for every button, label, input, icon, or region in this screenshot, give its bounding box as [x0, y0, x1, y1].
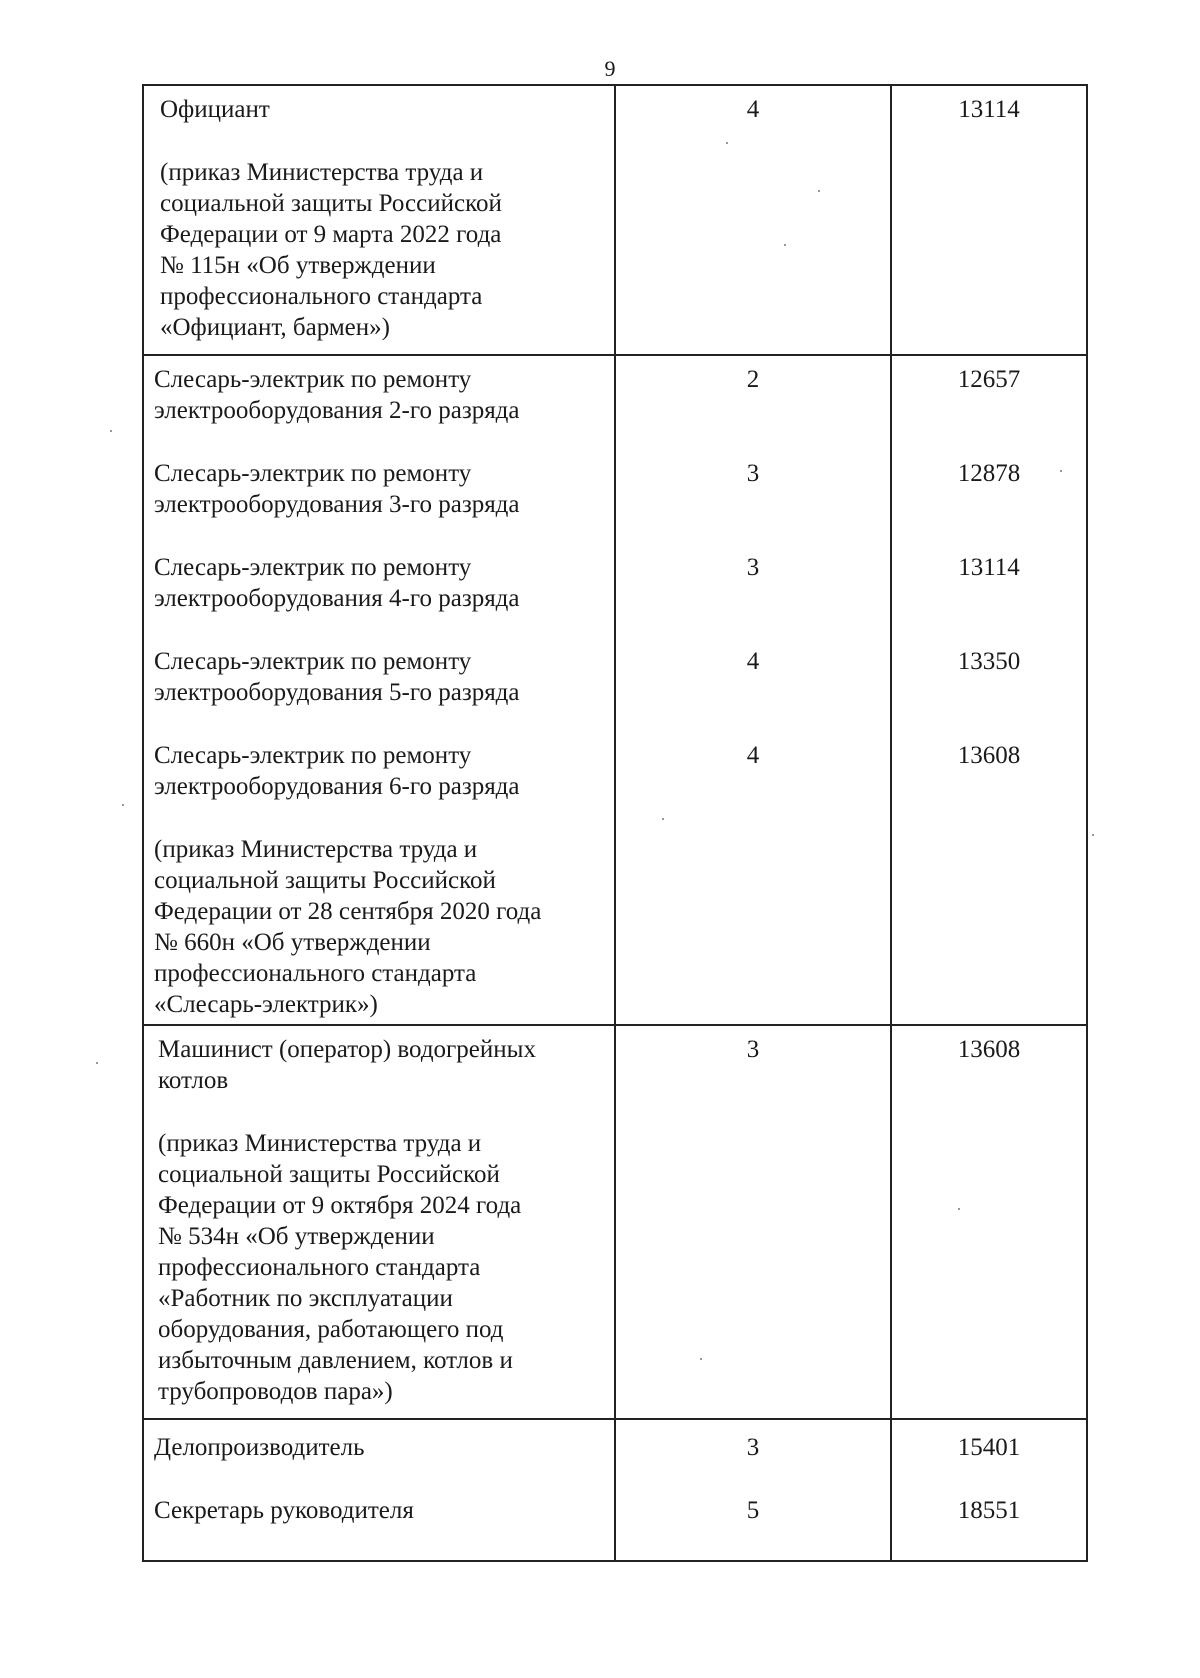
position-name: Машинист (оператор) водогрейных котлов — [158, 1036, 536, 1094]
salary-value: 18551 — [957, 1497, 1021, 1524]
table-group-office — [144, 1420, 1086, 1560]
salary-column — [892, 86, 1086, 354]
qualification-level: 2 — [746, 366, 760, 393]
table-group-waiter — [144, 86, 1086, 356]
scan-speck — [784, 244, 786, 246]
scan-speck — [96, 1062, 98, 1064]
scan-speck — [122, 804, 124, 806]
position-name: Слесарь-электрик по ремонту электрооборудования 5-го разряда — [154, 648, 520, 706]
position-name: Слесарь-электрик по ремонту электрооборудования 3-го разряда — [154, 460, 520, 518]
salary-table — [142, 84, 1088, 1562]
scan-speck — [1092, 834, 1094, 836]
salary-value: 12878 — [957, 460, 1021, 487]
qualification-level: 4 — [746, 742, 760, 769]
salary-value: 13114 — [958, 554, 1020, 581]
level-column — [616, 1026, 892, 1418]
salary-value: 13608 — [957, 1036, 1021, 1063]
salary-value: 13114 — [958, 96, 1020, 123]
salary-value: 13608 — [957, 742, 1021, 769]
scan-speck — [958, 1208, 960, 1210]
salary-column — [892, 356, 1086, 1024]
position-name: Секретарь руководителя — [154, 1497, 414, 1524]
salary-column — [892, 1026, 1086, 1418]
position-name: Слесарь-электрик по ремонту электрооборудования 6-го разряда — [154, 742, 520, 800]
order-reference: (приказ Министерства труда и социальной защиты Российской Федерации от 28 сентября 2020 года № 660н «Об утверждении профессионального стандарта «Слесарь-электрик») — [154, 836, 542, 1018]
position-name: Слесарь-электрик по ремонту электрооборудования 4-го разряда — [154, 554, 520, 612]
level-column — [616, 1420, 892, 1560]
qualification-level: 4 — [746, 96, 760, 123]
name-column — [144, 1420, 616, 1560]
qualification-level: 5 — [746, 1497, 760, 1524]
scan-speck — [662, 818, 664, 820]
qualification-level: 3 — [746, 554, 760, 581]
scan-speck — [110, 430, 112, 432]
salary-value: 13350 — [957, 648, 1021, 675]
scan-speck — [700, 1358, 702, 1360]
qualification-level: 3 — [746, 1434, 760, 1461]
salary-value: 12657 — [957, 366, 1021, 393]
position-name: Делопроизводитель — [154, 1434, 365, 1461]
qualification-level: 3 — [746, 460, 760, 487]
level-column — [616, 86, 892, 354]
page-number: 9 — [604, 56, 616, 81]
name-column — [144, 356, 616, 1024]
scan-speck — [726, 142, 728, 144]
position-name: Официант — [160, 96, 270, 123]
salary-column — [892, 1420, 1086, 1560]
table-group-electrician — [144, 356, 1086, 1026]
order-reference: (приказ Министерства труда и социальной защиты Российской Федерации от 9 октября 2024 года № 534н «Об утверждении профессионального стандарта «Работник по эксплуатации оборудования, работающего под избыточным давлением, котлов и трубопроводов пара») — [158, 1130, 522, 1405]
name-column — [144, 86, 616, 354]
scan-speck — [818, 190, 820, 192]
salary-value: 15401 — [957, 1434, 1021, 1461]
order-reference: (приказ Министерства труда и социальной защиты Российской Федерации от 9 марта 2022 года № 115н «Об утверждении профессионального стандарта «Официант, бармен») — [160, 159, 502, 341]
scan-speck — [1060, 470, 1062, 472]
name-column — [144, 1026, 616, 1418]
position-name: Слесарь-электрик по ремонту электрооборудования 2-го разряда — [154, 366, 520, 424]
table-group-boiler-operator — [144, 1026, 1086, 1420]
level-column — [616, 356, 892, 1024]
qualification-level: 4 — [746, 648, 760, 675]
qualification-level: 3 — [746, 1036, 760, 1063]
